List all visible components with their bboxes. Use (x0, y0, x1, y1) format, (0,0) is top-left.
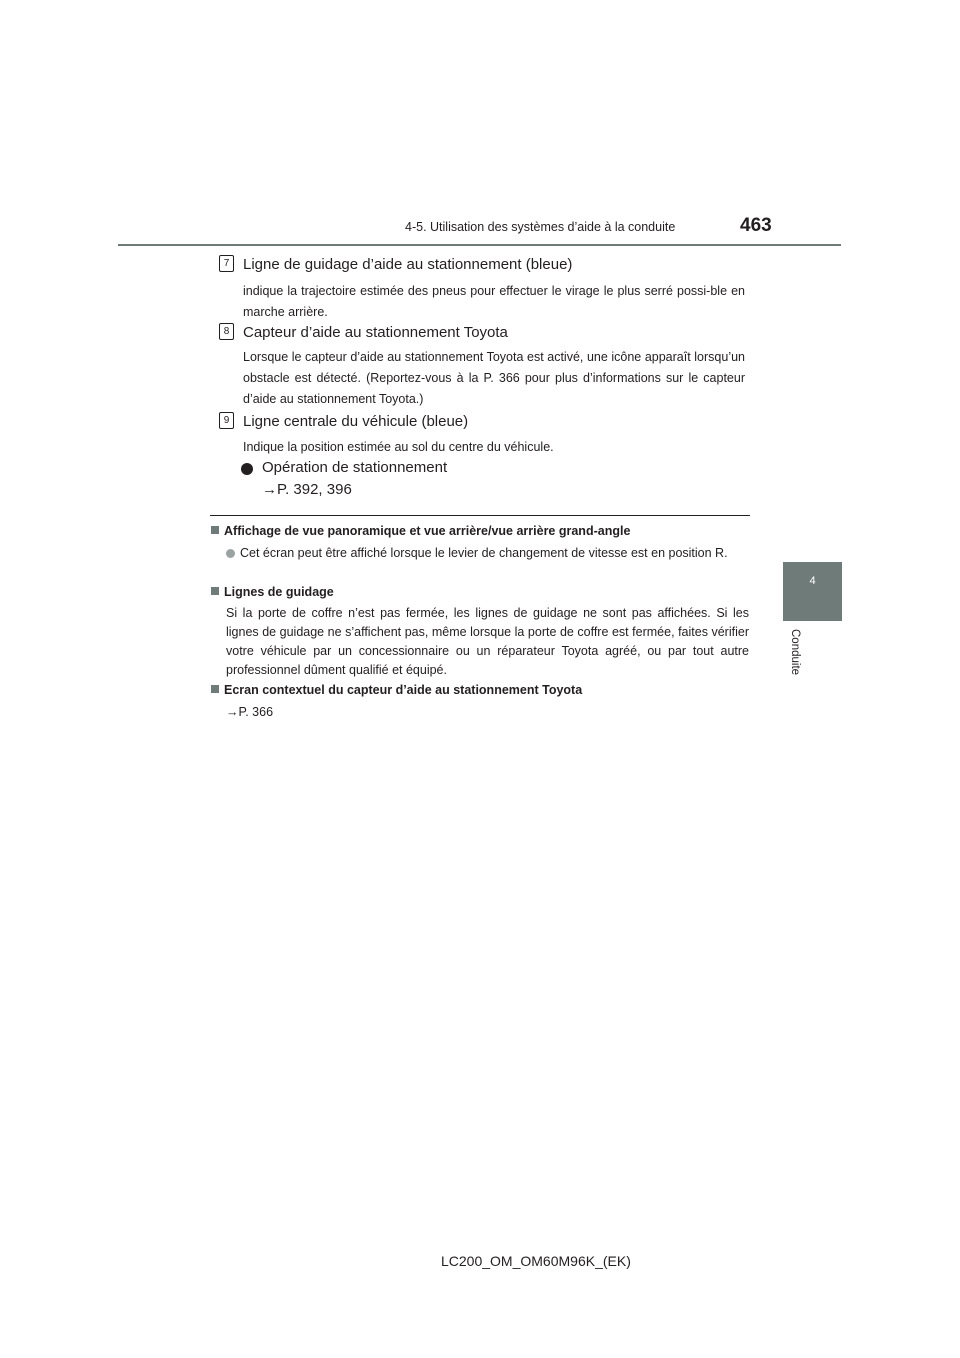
note-heading-text: Ecran contextuel du capteur d’aide au stationnement Toyota (224, 683, 583, 697)
note-text: Si la porte de coffre n’est pas fermée, les lignes de guidage ne sont pas affichées. Si les lignes de guidage ne s’affichent pas, même lorsque la porte de coffre est fermée, faites vérifier votre véhicule par un concessionnaire ou un réparateur Toyota agréé, ou par tout autre professionnel dûment qualifié et équipé. (226, 606, 749, 677)
chapter-number: 4 (809, 575, 816, 587)
note-heading (211, 585, 334, 599)
note-reference: →P. 366 (226, 705, 274, 719)
note-heading-text: Affichage de vue panoramique et vue arrière/vue arrière grand-angle (224, 524, 631, 538)
note-heading-text: Lignes de guidage (224, 585, 334, 599)
section-divider (210, 515, 750, 516)
note-text: Cet écran peut être affiché lorsque le levier de changement de vitesse est en position R. (240, 546, 728, 560)
document-code: LC200_OM_OM60M96K_(EK) (441, 1253, 631, 1269)
item-body: Indique la position estimée au sol du centre du véhicule. (243, 440, 554, 454)
note-heading (211, 683, 582, 697)
item-body: Lorsque le capteur d’aide au stationnement Toyota est activé, une icône apparaît lorsqu’un obstacle est détecté. (Reportez-vous à la P. 366 pour plus d’informations sur le capteur d’aide au stationnement Toyota.) (243, 350, 745, 406)
page-number: 463 (740, 215, 772, 236)
item-title: Capteur d’aide au stationnement Toyota (243, 324, 508, 341)
square-bullet-icon (211, 587, 219, 595)
square-bullet-icon (211, 526, 219, 534)
number-7-icon: 7 (219, 255, 234, 272)
square-bullet-icon (211, 685, 219, 693)
item-body: indique la trajectoire estimée des pneus pour effectuer le virage le plus serré possi-ble en marche arrière. (243, 284, 745, 319)
number-8-icon: 8 (219, 323, 234, 340)
item-title: Ligne de guidage d’aide au stationnement (bleue) (243, 256, 573, 273)
header-divider (118, 244, 841, 246)
chapter-tab (783, 562, 842, 621)
operation-reference: →P. 392, 396 (262, 481, 352, 498)
number-9-icon: 9 (219, 412, 234, 429)
item-title: Ligne centrale du véhicule (bleue) (243, 413, 469, 430)
section-title: 4-5. Utilisation des systèmes d’aide à la conduite (405, 220, 676, 234)
note-heading (211, 524, 630, 538)
bullet-icon (241, 463, 253, 475)
chapter-label: Conduite (789, 629, 801, 676)
operation-title: Opération de stationnement (262, 459, 448, 476)
